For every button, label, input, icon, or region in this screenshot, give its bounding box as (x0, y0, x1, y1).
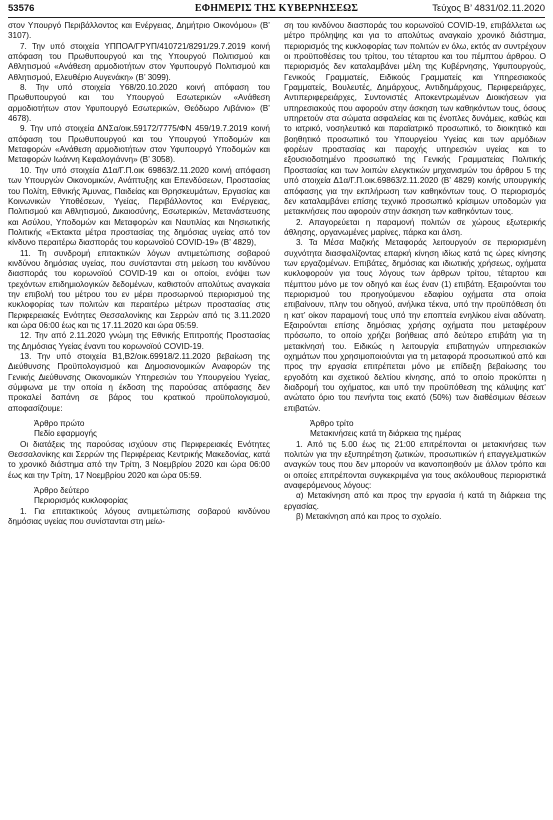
article-text: Οι διατάξεις της παρούσας ισχύουν στις Περιφερειακές Ενότητες Θεσσαλονίκης και Σερρών της Περιφέρειας Κεντρικής Μακεδονίας, κατά το χρονικό διάστημα από την Τρίτη, 3 Νοεμβρίου 2020 και ώρα 06:00 έως και την Τρίτη, 17 Νοεμβρίου 2020 και ώρα 05:59. (8, 439, 270, 480)
paragraph: 13. Την υπό στοιχεία Β1,Β2/οικ.69918/2.11.2020 βεβαίωση της Διεύθυνσης Προϋπολογισμού και Δημοσιονομικών Αναφορών της Γενικής Διεύθυνσης Οικονομικών Υπηρεσιών του Υπουργείου Υγείας, σύμφωνα με την οποία η έκδοση της παρούσας απόφασης δεν προκαλεί δαπάνη σε βάρος του κρατικού προϋπολογισμού, αποφασίζουμε: (8, 352, 270, 413)
paragraph: 11. Τη συνδρομή επιτακτικών λόγων αντιμετώπισης σοβαρού κινδύνου δημόσιας υγείας, που συνίστανται στη μείωση του κινδύνου διασποράς του κορωνοϊού COVID-19 και οι οποίοι, ενόψει των τρεχόντων επιδημιολογικών δεδομένων, καθιστούν απολύτως αναγκαία την επιβολή του μέτρου του εν μέρει προσωρινού περιορισμού της κυκλοφορίας των πολιτών και περαιτέρω μέτρων προστασίας στις Περιφερειακές Ενότητες Θεσσαλονίκης και Σερρών από τις 3.11.2020 και ώρα 06:00 έως και τις 17.11.2020 και ώρα 05:59. (8, 248, 270, 330)
paragraph: β) Μετακίνηση από και προς το σχολείο. (296, 512, 442, 522)
page-header (8, 3, 545, 17)
article-heading: Άρθρο δεύτερο (34, 486, 89, 496)
paragraph: α) Μετακίνηση από και προς την εργασία ή κατά τη διάρκεια της εργασίας. (284, 491, 546, 511)
paragraph: 3. Τα Μέσα Μαζικής Μεταφοράς λειτουργούν σε περιορισμένη συχνότητα διασφαλίζοντας επαρκή κίνηση ιδίως κατά τις ώρες κίνησης των εργαζομένων. Επιβάτες, δημόσιας και ιδιωτικής χρήσεως, οχήματα κυκλοφορούν για τους λόγους των άρθρων τρίτου, τέταρτου και πέμπτου μόνο με τον οδηγό και έως έναν (1) επιβάτη. Εξαιρούνται του περιορισμού του προηγούμενου εδαφίου οχήματα στα οποία επιβαίνουν, πλην του οδηγού, ανήλικα τέκνα, υπό την προϋπόθεση ότι η κατ’ οίκον παραμονή τους υπό την εποπτεία ενηλίκου είναι αδύνατη. Εξαιρούνται επίσης δημόσιας χρήσης οχήματα που μεταφέρουν πρόσωπο, το οποίο χρήζει βοήθειας από δεύτερο επιβάτη για τη μετακίνησή του. Ειδικώς η λειτουργία επιβατηγών υπηρεσιακών οχημάτων που χρησιμοποιούνται για τη μεταφορά προσωπικού από και προς την εργασία επιτρέπεται μόνο με επίδειξη βεβαίωσης του εργοδότη και σχετικού δελτίου κίνησης, από το οποίο προκύπτει η διαδρομή του οχήματος, και υπό την προϋπόθεση της κάλυψης κατ’ ανώτατο όριο του πενήντα τοις εκατό (50%) των διαθέσιμων θέσεων επιβατών. (284, 238, 546, 413)
paragraph: ση του κινδύνου διασποράς του κορωνοϊού COVID-19, επιβάλλεται ως μέτρο πρόληψης και για το απολύτως αναγκαίο χρονικό διάστημα, περιορισμός της κυκλοφορίας των πολιτών εν όλω, εκτός αν συντρέχουν οι προϋποθέσεις του τρίτου, του τέταρτου και του πέμπτου άρθρου. Ο περιορισμός δεν καταλαμβάνει μέλη της Κυβέρνησης, Υφυπουργούς, Γενικούς Γραμματείς, Ειδικούς Γραμματείς και Υπηρεσιακούς Γραμματείς, Βουλευτές, Δημάρχους, Αντιδημάρχους, Περιφερειάρχες, Αντιπεριφερειάρχες, Συντονιστές Αποκεντρωμένων Διοικήσεων για υπηρεσιακούς που αφορούν στην άσκηση των καθηκόντων τους, όσους υπηρετούν στα σώματα ασφαλείας και τις ένοπλες δυνάμεις, καθώς και το ιατρικό, νοσηλευτικό και παραϊατρικό προσωπικό, το διοικητικό και βοηθητικό προσωπικό του Υπουργείου Υγείας και των αρμόδιων φορέων προστασίας και παροχής υπηρεσιών υγείας και το εξουσιοδοτημένο προσωπικό της Γενικής Γραμματείας Πολιτικής Προστασίας και των λοιπών ελεγκτικών μηχανισμών του άρθρου 5 της υπό στοιχεία Δ1α/Γ.Π.οικ.69863/2.11.2020 (Β’ 4829) κοινής υπουργικής απόφασης για την εκπλήρωση των καθηκόντων τους. Ο περιορισμός δεν καταλαμβάνει επίσης τεχνικό προσωπικό κρίσιμων υποδομών για μετακινήσεις που αφορούν στην άσκηση των καθηκόντων τους. (284, 21, 546, 217)
article-heading: Άρθρο τρίτο (310, 419, 354, 429)
article-text: 1. Για επιτακτικούς λόγους αντιμετώπισης σοβαρού κινδύνου δημόσιας υγείας που συνίστανται στη μείω- (8, 506, 270, 527)
paragraph: 10. Την υπό στοιχεία Δ1α/Γ.Π.οικ 69863/2.11.2020 κοινή απόφαση των Υπουργών Οικονομικών, Ανάπτυξης και Επενδύσεων, Προστασίας του Πολίτη, Εθνικής Άμυνας, Παιδείας και Θρησκευμάτων, Εργασίας και Κοινωνικών Υποθέσεων, Υγείας, Περιβάλλοντος και Ενέργειας, Πολιτισμού και Αθλητισμού, Δικαιοσύνης, Εσωτερικών, Μετανάστευσης και Ασύλου, Υποδομών και Μεταφορών και Ναυτιλίας και Νησιωτικής Πολιτικής «Έκτακτα μέτρα προστασίας της δημόσιας υγείας από τον κίνδυνο περαιτέρω διασποράς του κορωνοϊού COVID-19» (Β’ 4829), (8, 165, 270, 248)
paragraph: στον Υπουργό Περιβάλλοντος και Ενέργειας, Δημήτριο Οικονόμου» (Β’ 3107). (8, 21, 270, 41)
right-column (284, 21, 546, 523)
article-subheading: Μετακινήσεις κατά τη διάρκεια της ημέρας (310, 429, 462, 439)
journal-title: ΕΦΗΜΕΡΙΣ ΤΗΣ ΚΥΒΕΡΝΗΣΕΩΣ (194, 3, 359, 14)
header-rule (8, 17, 545, 18)
article-subheading: Περιορισμός κυκλοφορίας (34, 496, 128, 506)
left-column (8, 21, 270, 528)
paragraph: 9. Την υπό στοιχεία ΔΝΣα/οικ.59172/7775/ΦΝ 459/19.7.2019 κοινή απόφαση του Πρωθυπουργού και του Υπουργού Υποδομών και Μεταφορών «Ανάθεση αρμοδιοτήτων στον Υφυπουργό Υποδομών και Μεταφορών Ιωάννη Κεφαλογιάννη» (Β’ 3058). (8, 124, 270, 165)
paragraph: 12. Την από 2.11.2020 γνώμη της Εθνικής Επιτροπής Προστασίας της Δημόσιας Υγείας έναντι του κορωνοϊού COVID-19. (8, 331, 270, 351)
issue-info: Τεύχος Β’ 4831/02.11.2020 (432, 3, 545, 14)
page-number: 53576 (8, 3, 35, 14)
article-subheading: Πεδίο εφαρμογής (34, 429, 97, 439)
paragraph: 7. Την υπό στοιχεία ΥΠΠΟΑ/ΓΡΥΠ/410721/8291/29.7.2019 κοινή απόφαση του Πρωθυπουργού και της Υπουργού Πολιτισμού και Αθλητισμού «Ανάθεση αρμοδιοτήτων στον Υφυπουργό Πολιτισμού και Αθλητισμού, Ελευθέριο Αυγενάκη» (Β’ 3099). (8, 41, 270, 82)
paragraph: 2. Απαγορεύεται η παραμονή πολιτών σε χώρους εξωτερικής άθλησης, οργανωμένες μαρίνες, πάρκα και άλση. (284, 217, 546, 237)
paragraph: 1. Από τις 5.00 έως τις 21:00 επιτρέπονται οι μετακινήσεις των πολιτών για την εξυπηρέτηση ζωτικών, προσωπικών ή επαγγελματικών αναγκών τους που δεν μπορούν να ικανοποιηθούν με άλλον τρόπο και οι οποίες επιτρέπονται συγκεκριμένα για τους ακόλουθους περιοριστικά αναφερόμενους λόγους: (284, 439, 546, 491)
paragraph: 8. Την υπό στοιχεία Υ68/20.10.2020 κοινή απόφαση του Πρωθυπουργού και του Υπουργού Εσωτερικών «Ανάθεση αρμοδιοτήτων στον Υφυπουργό Εσωτερικών, Θεόδωρο Λιβάνιο» (Β’ 4678). (8, 83, 270, 124)
article-heading: Άρθρο πρώτο (34, 419, 85, 429)
